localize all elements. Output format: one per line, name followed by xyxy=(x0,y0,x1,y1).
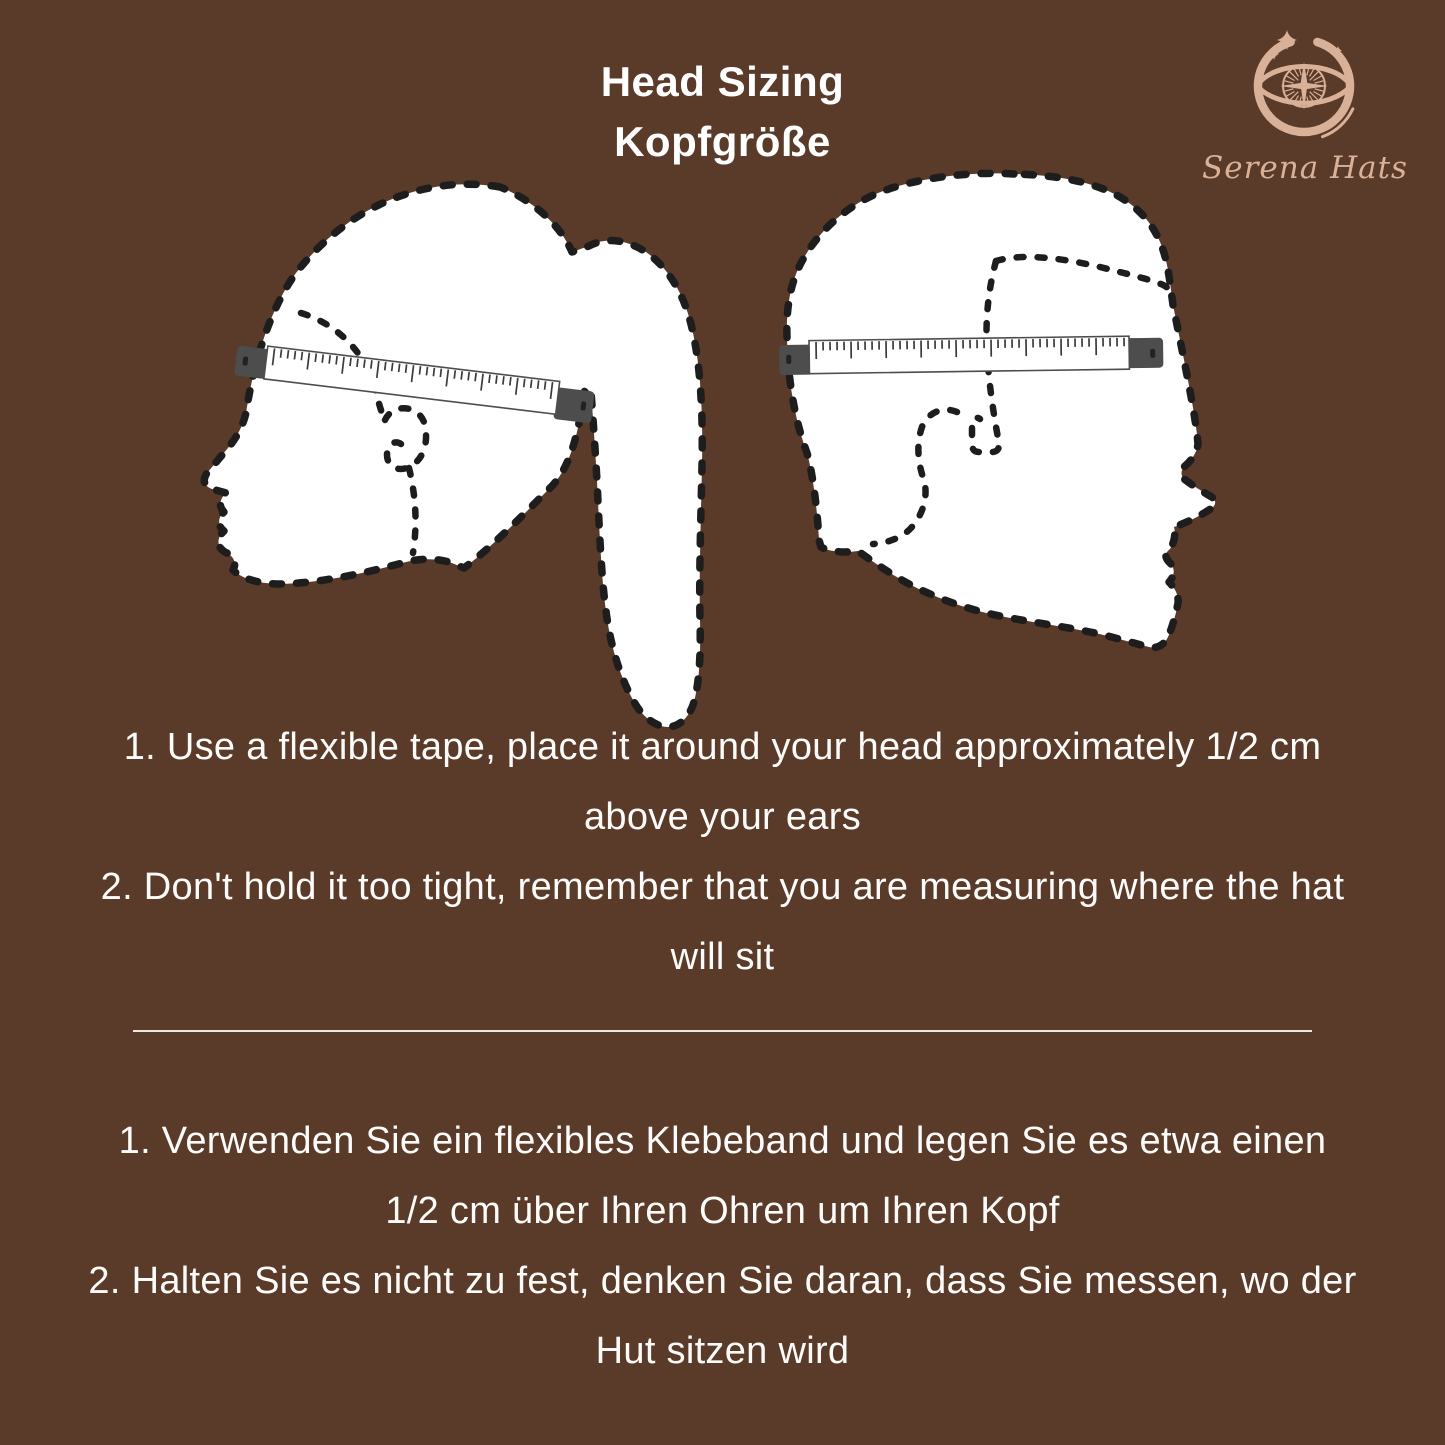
male-head-silhouette xyxy=(787,173,1215,647)
instructions-english xyxy=(0,712,1445,992)
instruction-line: will sit xyxy=(670,936,775,978)
tape-cap-slot xyxy=(786,355,791,364)
male-head-profile-dashed-icon xyxy=(760,155,1240,660)
instruction-line: 1. Use a flexible tape, place it around your head approximately 1/2 cm xyxy=(123,726,1322,768)
instruction-line: Hut sitzen wird xyxy=(595,1330,850,1372)
tape-cap-slot xyxy=(1150,349,1155,358)
compass-star-horizontal xyxy=(1280,83,1328,90)
female-head-profile-dashed-icon xyxy=(180,155,720,740)
instruction-line: 2. Halten Sie es nicht zu fest, denken Sie daran, dass Sie messen, wo der xyxy=(88,1260,1357,1302)
measuring-tape-icon xyxy=(779,336,1163,375)
tape-end-cap xyxy=(779,345,813,375)
female-head-silhouette xyxy=(204,184,702,727)
brand-name: Serena Hats xyxy=(1202,150,1408,186)
instruction-line: 1. Verwenden Sie ein flexibles Klebeband und legen Sie es etwa einen xyxy=(118,1120,1327,1162)
instruction-line: 2. Don't hold it too tight, remember that you are measuring where the hat xyxy=(100,866,1345,908)
section-divider xyxy=(133,1030,1312,1032)
instruction-line: above your ears xyxy=(584,796,861,838)
instruction-line: 1/2 cm über Ihren Ohren um Ihren Kopf xyxy=(385,1190,1060,1232)
tape-end-cap xyxy=(1125,338,1163,369)
title-line-de: Kopfgröße xyxy=(614,118,831,165)
instructions-german xyxy=(0,1106,1445,1386)
title-line-en: Head Sizing xyxy=(600,58,845,105)
tape-end-cap xyxy=(553,387,595,423)
moon-eye-compass-logo-icon xyxy=(1245,26,1365,150)
